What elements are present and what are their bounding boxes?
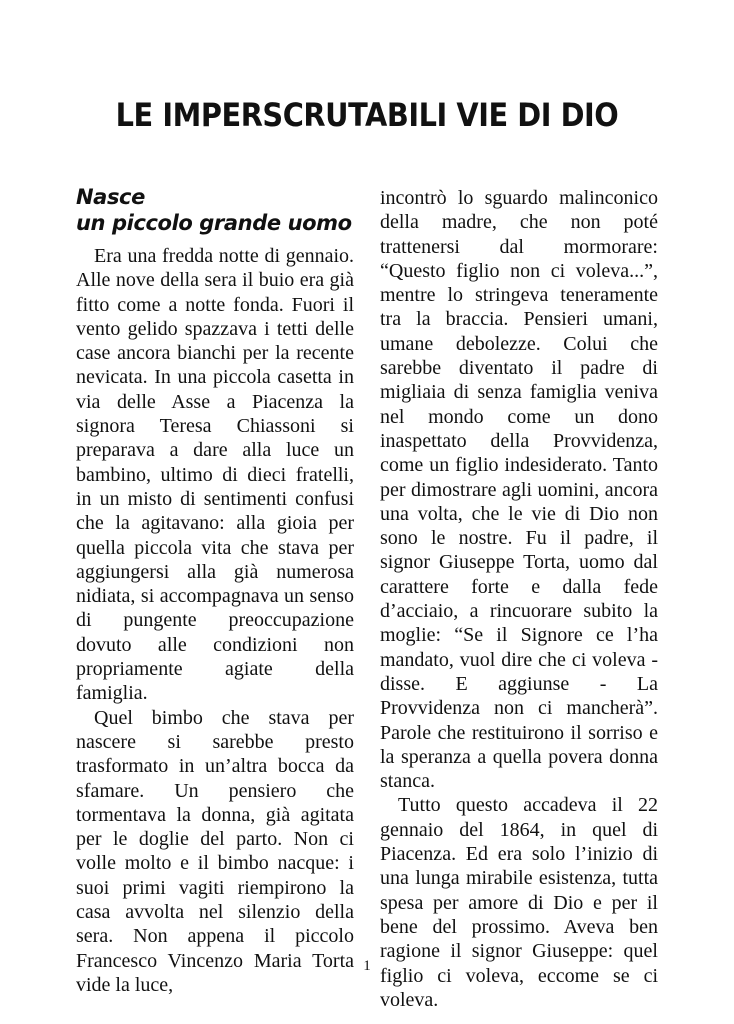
page-number: 1 [363, 958, 371, 974]
section-heading [76, 184, 354, 236]
paragraph-1: Era una fredda notte di gennaio. Alle nove della sera il buio era già fitto come a notte fonda. Fuori il vento gelido spazzava i tetti delle case ancora bianchi per la recente nevicata. In una piccola casetta in via delle Asse a Piacenza la signora Teresa Chiassoni si preparava a dare alla luce un bambino, ultimo di dieci fratelli, in un misto di sentimenti confusi che la agitavano: alla gioia per quella piccola vita che stava per aggiungersi alla già numerosa nidiata, si accompagnava un senso di pungente preoccupazione dovuto alle condizioni non propriamente agiate della famiglia. [76, 245, 354, 705]
section-heading-line-1: Nasce [76, 185, 145, 209]
paragraph-2-continued: incontrò lo sguardo malinconico della madre, che non poté trattenersi dal mormorare: “Questo figlio non ci voleva...”, mentre lo stringeva teneramente tra la braccia. Pensieri umani, umane debolezze. Colui che sarebbe diventato il padre di migliaia di senza famiglia veniva nel mondo come un dono inaspettato della Provvidenza, come un figlio indesiderato. Tanto per dimostrare agli uomini, ancora una volta, che le vie di Dio non sono le nostre. Fu il padre, il signor Giuseppe Torta, uomo dal carattere forte e dalla fede d’acciaio, a rincuorare subito la moglie: “Se il Signore ce l’ha mandato, vuol dire che ci voleva - disse. E aggiunse - La Provvidenza non ci mancherà”. Parole che restituirono il sorriso e la speranza a quella povera donna stanca. [380, 187, 658, 793]
paragraph-3: Tutto questo accadeva il 22 gennaio del 1864, in quel di Piacenza. Ed era solo l’inizio di una lunga mirabile esistenza, tutta spesa per amore di Dio e per il bene del prossimo. Aveva ben ragione il signor Giuseppe: quel figlio ci voleva, eccome se ci voleva. [380, 794, 658, 1011]
page-title: LE IMPERSCRUTABILI VIE DI DIO [115, 96, 619, 134]
right-column [380, 186, 658, 1012]
left-column [76, 184, 354, 997]
section-heading-line-2: un piccolo grande uomo [76, 211, 352, 235]
paragraph-2: Quel bimbo che stava per nascere si sarebbe presto trasformato in un’altra bocca da sfamare. Un pensiero che tormentava la donna, già agitata per le doglie del parto. Non ci volle molto e il bimbo nacque: i suoi primi vagiti riempirono la casa avvolta nel silenzio della sera. Non appena il piccolo Francesco Vincenzo Maria Torta vide la luce, [76, 706, 354, 996]
